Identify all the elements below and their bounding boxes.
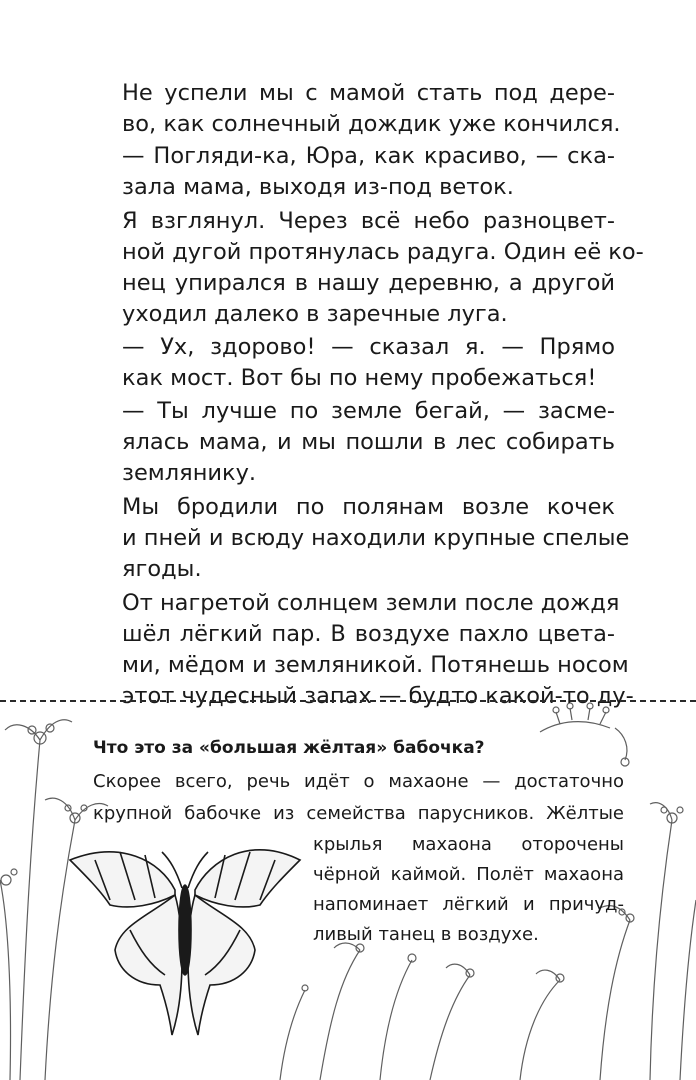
story-line: во, как солнечный дождик уже кончился. [122,111,621,137]
story-line: как мост. Вот бы по нему пробежаться! [122,365,597,391]
story-line: Не успели мы с мамой стать под дере- [122,80,615,106]
story-line: этот чудесный запах — будто какой-то ду- [122,683,634,709]
story-line: — Погляди-ка, Юра, как красиво, — ска- [122,143,615,169]
story-line: и пней и всюду находили крупные спелые [122,525,630,551]
sidebar-line: крупной бабочке из семейства парусников. Жёлтые [93,803,624,824]
story-line: — Ух, здорово! — сказал я. — Прямо [122,334,615,360]
story-line: землянику. [122,460,257,486]
sidebar-line: Скорее всего, речь идёт о махаоне — достаточно [93,771,624,792]
story-line: зала мама, выходя из-под веток. [122,174,514,200]
story-line: нец упирался в нашу деревню, а другой [122,270,615,296]
story-line: ми, мёдом и земляникой. Потянешь носом [122,652,629,678]
story-line: ягоды. [122,556,202,582]
sidebar-line: чёрной каймой. Полёт махаона [313,864,624,885]
story-line: Мы бродили по полянам возле кочек [122,494,615,520]
story-line: шёл лёгкий пар. В воздухе пахло цвета- [122,621,615,647]
story-line: Я взглянул. Через всё небо разноцвет- [122,208,615,234]
sidebar-title: Что это за «большая жёлтая» бабочка? [93,738,485,758]
sidebar-line: ливый танец в воздухе. [313,924,539,945]
section-divider [0,700,696,702]
story-line: ялась мама, и мы пошли в лес собирать [122,429,615,455]
story-line: уходил далеко в заречные луга. [122,301,508,327]
story-line: — Ты лучше по земле бегай, — засме- [122,398,615,424]
swallowtail-butterfly-icon [70,850,300,1035]
story-line: ной дугой протянулась радуга. Один её ко- [122,239,644,265]
sidebar-line: напоминает лёгкий и причуд- [313,894,624,915]
story-line: От нагретой солнцем земли после дождя [122,590,620,616]
sidebar-line: крылья махаона оторочены [313,834,624,855]
